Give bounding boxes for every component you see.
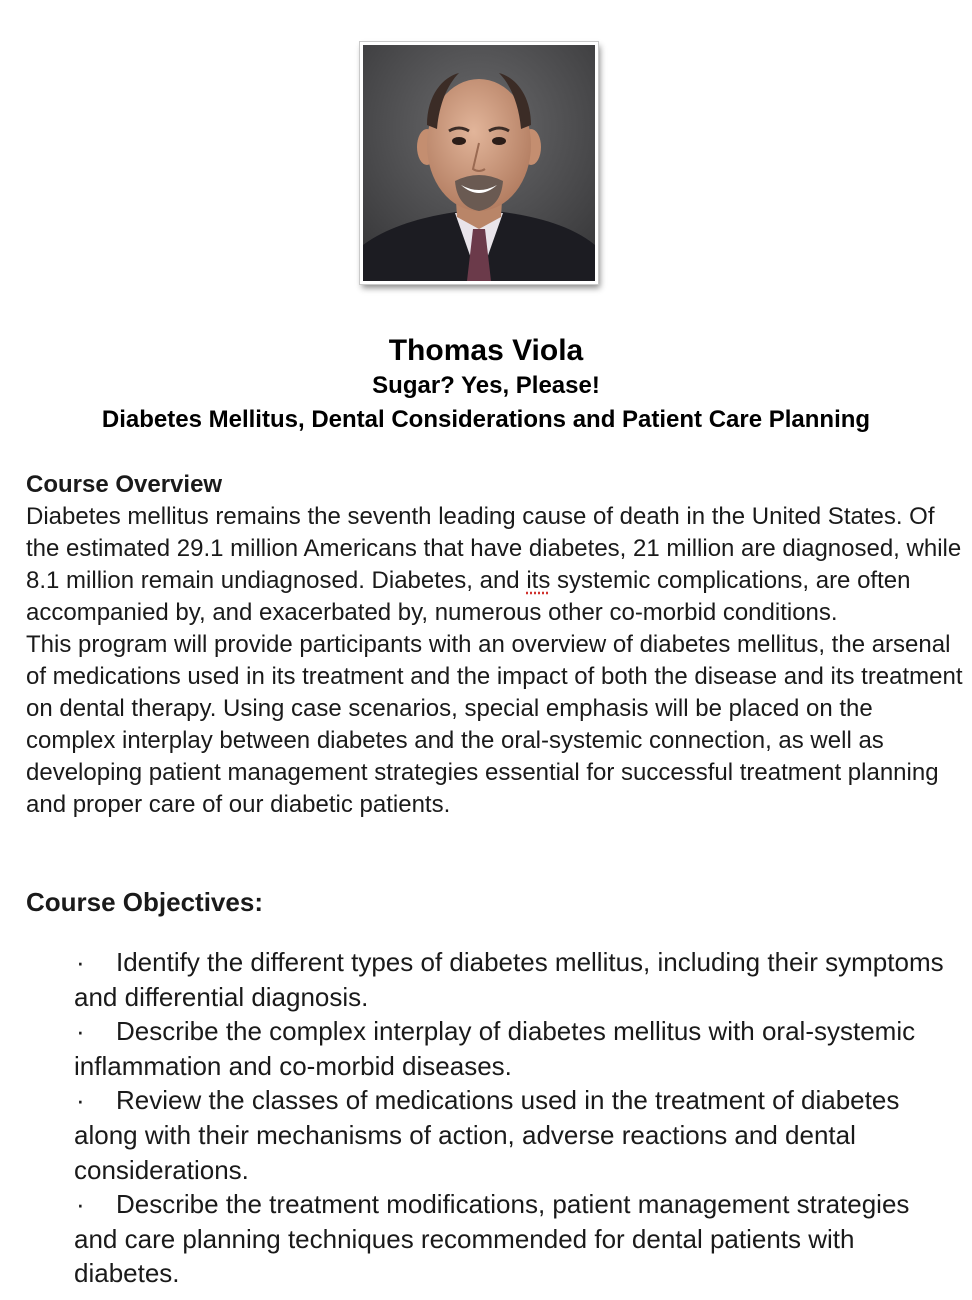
objective-text: Describe the complex interplay of diabetes mellitus with oral-systemic inflammation and co-morbid diseases. <box>74 1016 916 1081</box>
list-item <box>74 1014 954 1083</box>
objective-text: Describe the treatment modifications, patient management strategies and care planning techniques recommended for dental patients with diabetes. <box>74 1189 910 1289</box>
portrait-photo-icon <box>363 45 595 281</box>
misspelled-word: its <box>526 567 551 594</box>
bullet-icon: · <box>76 947 85 977</box>
overview-p1-end: systemic complications, are often accompanied by, and exacerbated by, numerous other co-morbid conditions. <box>26 567 911 626</box>
course-overview-heading: Course Overview <box>26 471 223 498</box>
bullet-icon: · <box>76 1085 85 1116</box>
overview-p1-start: Diabetes mellitus remains the seventh leading cause of death in the United States. Of the estimated 29.1 million Americans that have diabetes, 21 million are diagnosed, while 8.1 million remain undiagnosed. Diabetes, and <box>26 503 962 594</box>
course-objectives-heading: Course Objectives: <box>26 887 263 917</box>
bullet-icon: · <box>76 1189 85 1220</box>
speaker-photo <box>360 42 598 284</box>
course-title: Sugar? Yes, Please! <box>372 372 600 399</box>
speaker-name: Thomas Viola <box>388 334 584 367</box>
list-item <box>74 1083 954 1187</box>
bullet-icon: · <box>76 1016 85 1047</box>
objective-text: Identify the different types of diabetes mellitus, including their symptoms and differential diagnosis. <box>74 947 944 1012</box>
list-item <box>74 945 954 1014</box>
objective-text: Review the classes of medications used in the treatment of diabetes along with their mechanisms of action, adverse reactions and dental considerations. <box>74 1085 900 1185</box>
list-item <box>74 1187 954 1291</box>
overview-paragraph-1 <box>26 501 966 629</box>
course-overview <box>26 469 966 821</box>
course-subtitle: Diabetes Mellitus, Dental Considerations and Patient Care Planning <box>101 406 871 433</box>
overview-paragraph-2: This program will provide participants with an overview of diabetes mellitus, the arsenal of medications used in its treatment and the impact of both the disease and its treatment on dental therapy. Using case scenarios, special emphasis will be placed on the complex interplay between diabetes and the oral-systemic connection, as well as developing patient management strategies essential for successful treatment planning and proper care of our diabetic patients. <box>26 631 963 818</box>
course-objectives-list <box>74 945 954 1291</box>
